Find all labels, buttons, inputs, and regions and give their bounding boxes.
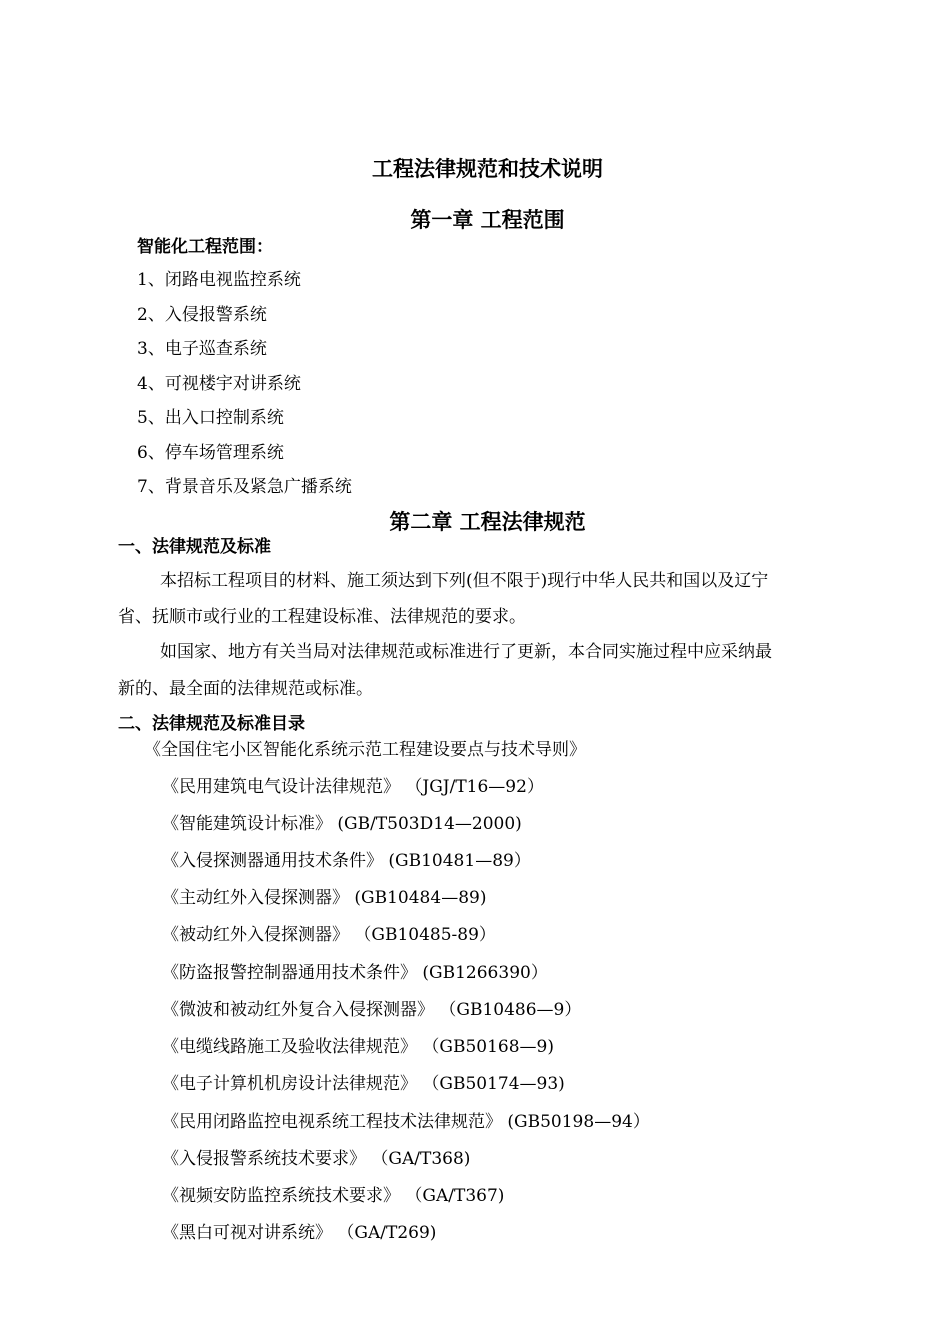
scope-item: 5、出入口控制系统 [137,408,284,428]
standard-item: 《智能建筑设计标准》 (GB/T503D14—2000) [162,814,522,834]
section-2-heading: 二、法律规范及标准目录 [118,714,305,734]
standard-item: 《防盗报警控制器通用技术条件》 (GB1266390） [162,963,548,983]
chapter-1-title: 第一章 工程范围 [410,208,565,232]
paragraph-2-line-1: 如国家、地方有关当局对法律规范或标准进行了更新，本合同实施过程中应采纳最 [160,642,772,662]
scope-item: 7、背景音乐及紧急广播系统 [137,477,352,497]
paragraph-1-line-1: 本招标工程项目的材料、施工须达到下列(但不限于)现行中华人民共和国以及辽宁 [160,571,769,591]
scope-item: 1、闭路电视监控系统 [137,270,301,290]
paragraph-2-line-2: 新的、最全面的法律规范或标准。 [118,679,373,699]
scope-item: 4、可视楼宇对讲系统 [137,374,301,394]
standard-item: 《微波和被动红外复合入侵探测器》 （GB10486—9） [162,1000,582,1020]
standard-item: 《入侵探测器通用技术条件》 (GB10481—89） [162,851,531,871]
scope-item: 6、停车场管理系统 [137,443,284,463]
scope-item: 2、入侵报警系统 [137,305,267,325]
standard-item: 《电缆线路施工及验收法律规范》 （GB50168—9) [162,1037,555,1057]
standard-item: 《视频安防监控系统技术要求》 （GA/T367) [162,1186,505,1206]
standard-item: 《民用闭路监控电视系统工程技术法律规范》 (GB50198—94） [162,1112,650,1132]
paragraph-1-line-2: 省、抚顺市或行业的工程建设标准、法律规范的要求。 [118,607,526,627]
scope-label: 智能化工程范围： [137,237,273,257]
standard-first: 《全国住宅小区智能化系统示范工程建设要点与技术导则》 [144,740,586,760]
standard-item: 《电子计算机机房设计法律规范》 （GB50174—93) [162,1074,565,1094]
document-title: 工程法律规范和技术说明 [372,157,603,181]
standard-item: 《主动红外入侵探测器》 (GB10484—89) [162,888,487,908]
chapter-2-title: 第二章 工程法律规范 [389,510,586,534]
standard-item: 《被动红外入侵探测器》 （GB10485-89） [162,925,496,945]
standard-item: 《黑白可视对讲系统》 （GA/T269) [162,1223,437,1243]
scope-item: 3、电子巡查系统 [137,339,267,359]
standard-item: 《入侵报警系统技术要求》 （GA/T368) [162,1149,471,1169]
standard-item: 《民用建筑电气设计法律规范》 （JGJ/T16—92） [162,777,544,797]
section-1-heading: 一、法律规范及标准 [118,537,271,557]
